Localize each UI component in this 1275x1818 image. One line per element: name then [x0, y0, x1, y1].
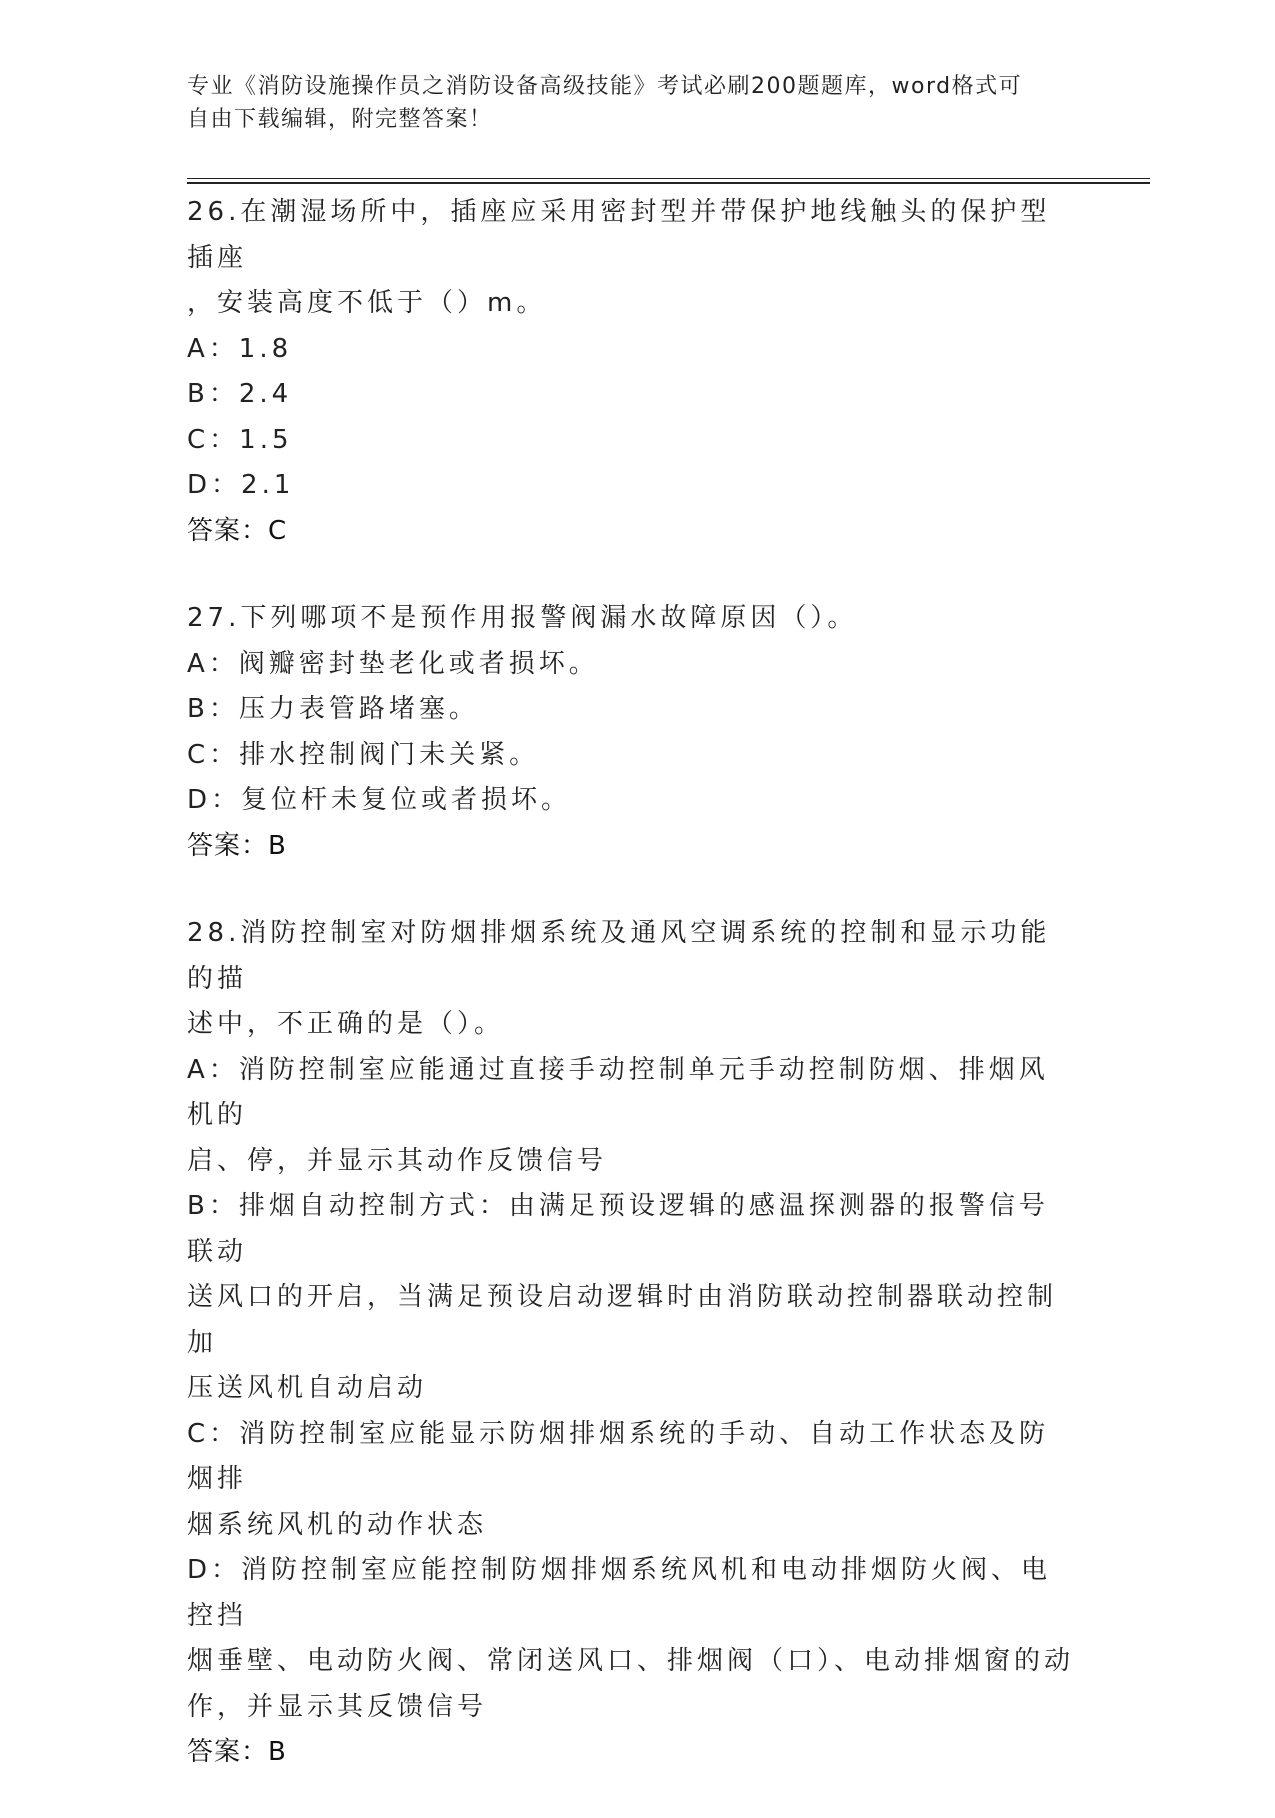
answer-label: 答案：C [187, 515, 288, 546]
option-b: B：2.4 [187, 379, 293, 409]
option-d: D：复位杆未复位或者损坏。 [187, 785, 572, 815]
question-stem: ，安装高度不低于（）m。 [187, 288, 547, 318]
document-header [187, 70, 1067, 136]
option-c: C：排水控制阀门未关紧。 [187, 739, 540, 770]
option-b: B：排烟自动控制方式：由满足预设逻辑的感温探测器的报警信号联动 [187, 1191, 1049, 1267]
option-d: 作，并显示其反馈信号 [187, 1691, 488, 1722]
answer-label: 答案：B [187, 830, 287, 861]
option-b: 送风口的开启，当满足预设启动逻辑时由消防联动控制器联动控制加 [187, 1282, 1058, 1358]
question-stem: 26.在潮湿场所中，插座应采用密封型并带保护地线触头的保护型插座 [187, 197, 1051, 273]
option-d: D：2.1 [187, 470, 295, 500]
question-item [187, 190, 1077, 554]
option-c: C：1.5 [187, 424, 293, 455]
option-b: 压送风机自动启动 [187, 1373, 428, 1403]
header-line: 专业《消防设施操作员之消防设备高级技能》考试必刷200题题库，word格式可 [187, 74, 1023, 99]
option-b: B：压力表管路堵塞。 [187, 694, 479, 724]
answer-label: 答案：B [187, 1737, 287, 1767]
option-c: C：消防控制室应能显示防烟排烟系统的手动、自动工作状态及防烟排 [187, 1418, 1050, 1494]
option-d: 烟垂壁、电动防火阀、常闭送风口、排烟阀（口）、电动排烟窗的动 [187, 1646, 1075, 1676]
option-a: A：阀瓣密封垫老化或者损坏。 [187, 648, 599, 679]
header-divider [187, 182, 1150, 184]
question-stem: 述中，不正确的是（）。 [187, 1009, 505, 1039]
option-a: A：1.8 [187, 333, 293, 364]
question-item [187, 596, 1077, 869]
header-divider [187, 178, 1150, 179]
question-list [187, 190, 1077, 1818]
option-a: 启、停，并显示其动作反馈信号 [187, 1145, 608, 1176]
option-a: A：消防控制室应能通过直接手动控制单元手动控制防烟、排烟风机的 [187, 1054, 1049, 1130]
option-d: D：消防控制室应能控制防烟排烟系统风机和电动排烟防火阀、电控挡 [187, 1555, 1052, 1631]
question-stem: 28.消防控制室对防烟排烟系统及通风空调系统的控制和显示功能的描 [187, 918, 1051, 994]
question-stem: 27.下列哪项不是预作用报警阀漏水故障原因（）。 [187, 603, 858, 633]
option-c: 烟系统风机的动作状态 [187, 1509, 488, 1540]
question-item [187, 911, 1077, 1776]
header-line: 自由下载编辑，附完整答案！ [187, 107, 493, 132]
